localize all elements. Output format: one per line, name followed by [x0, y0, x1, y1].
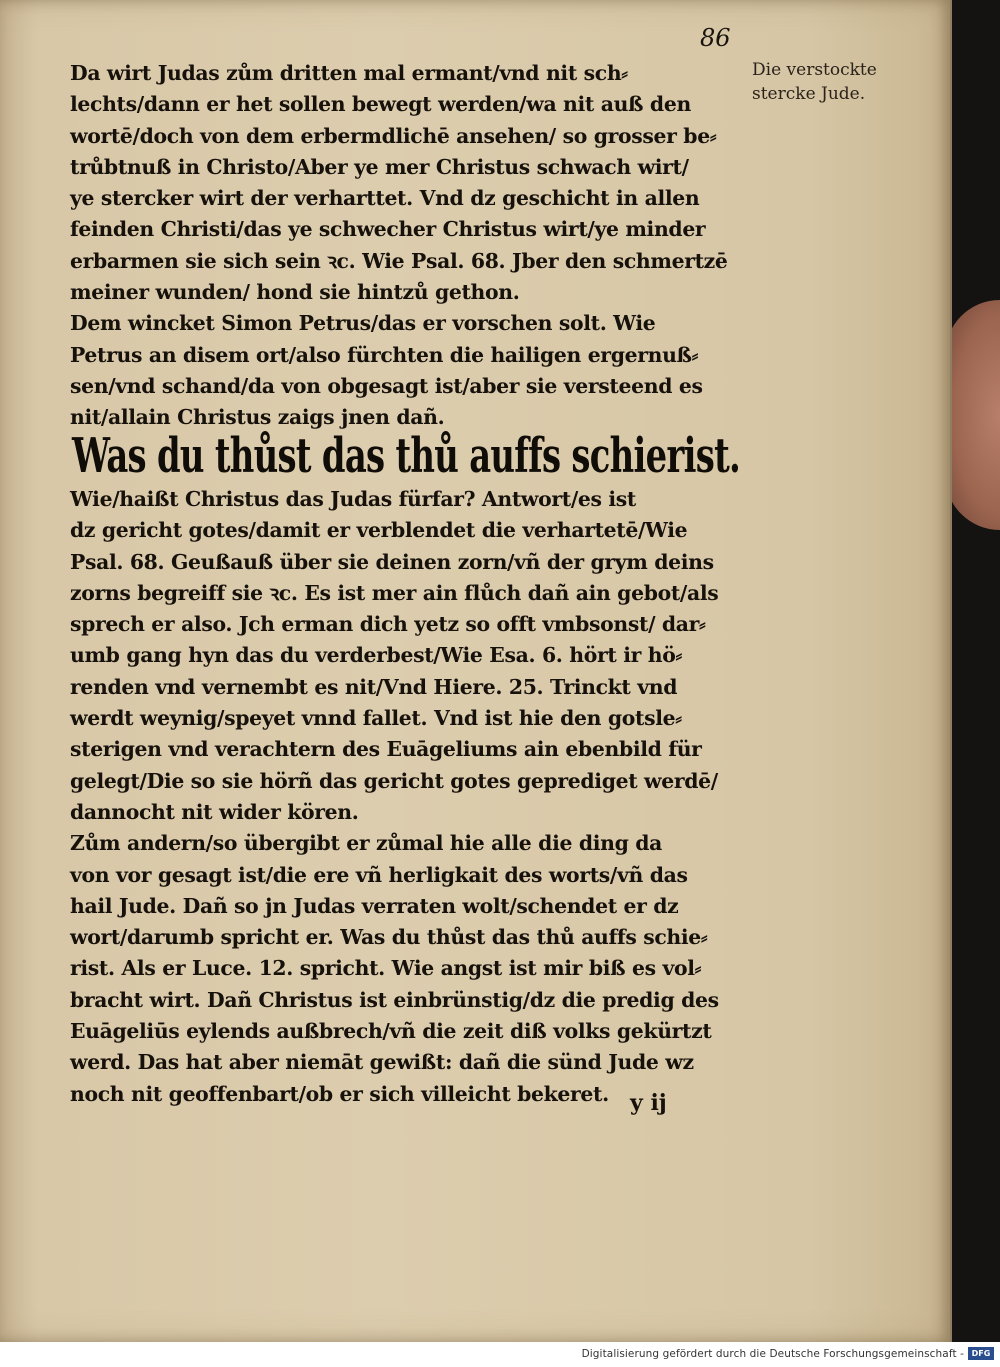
- text-line: renden vnd vernembt es nit/Vnd Hiere. 25. Trinckt vnd: [70, 674, 678, 699]
- text-line: Da wirt Judas zům dritten mal ermant/vnd nit sch⸗: [70, 61, 628, 85]
- text-line: noch nit geoffenbart/ob er sich villeicht bekeret.: [70, 1081, 609, 1106]
- text-line: zorns begreiff sie ꝛc. Es ist mer ain flůch dañ ain gebot/als: [70, 580, 719, 605]
- text-line: meiner wunden/ hond sie hintzů gethon.: [70, 280, 520, 305]
- text-line: Petrus an disem ort/also fürchten die hailigen ergernuß⸗: [70, 342, 699, 367]
- text-line: hail Jude. Dañ so jn Judas verraten wolt/schendet er dz: [70, 893, 679, 918]
- text-line: von vor gesagt ist/die ere vñ herligkait des worts/vñ das: [70, 862, 688, 887]
- holding-thumb: [945, 300, 1000, 530]
- text-line: ye stercker wirt der verharttet. Vnd dz geschicht in allen: [70, 186, 700, 211]
- text-line: feinden Christi/das ye schwecher Christus wirt/ye minder: [70, 217, 706, 242]
- text-line: erbarmen sie sich sein ꝛc. Wie Psal. 68. Jber den schmertzē: [70, 248, 728, 273]
- text-line: lechts/dann er het sollen bewegt werden/wa nit auß den: [70, 92, 691, 117]
- text-line: dannocht nit wider kören.: [70, 799, 359, 824]
- text-line: umb gang hyn das du verderbest/Wie Esa. 6. hört ir hö⸗: [70, 643, 682, 668]
- text-line: wort/darumb spricht er. Was du thůst das thů auffs schie⸗: [70, 925, 708, 950]
- text-line: Euāgeliūs eylends außbrech/vñ die zeit diß volks gekürtzt: [70, 1019, 712, 1044]
- text-line: dz gericht gotes/damit er verblendet die verhartetē/Wie: [70, 518, 688, 543]
- text-line: Psal. 68. Geußauß über sie deinen zorn/vñ der grym deins: [70, 549, 714, 574]
- text-line: rist. Als er Luce. 12. spricht. Wie angst ist mir biß es vol⸗: [70, 956, 702, 981]
- text-block-lower: [70, 484, 750, 1110]
- text-line: wortē/doch von dem erbermdlichē ansehen/ so grosser be⸗: [70, 123, 717, 148]
- marginal-note: [752, 58, 882, 106]
- text-block-upper: [70, 58, 750, 434]
- text-line: werdt weynig/speyet vnnd fallet. Vnd ist hie den gotsle⸗: [70, 706, 682, 731]
- text-line: Zům andern/so übergibt er zůmal hie alle die ding da: [70, 831, 662, 856]
- text-line: Dem wincket Simon Petrus/das er vorschen solt. Wie: [70, 311, 656, 336]
- marginal-note-line: Die verstockte: [752, 60, 877, 80]
- catchword-signature: y ij: [630, 1090, 667, 1116]
- footer-credit: Digitalisierung gefördert durch die Deutsche Forschungsgemeinschaft -: [581, 1348, 964, 1360]
- page-number: 86: [700, 24, 731, 52]
- text-line: sterigen vnd verachtern des Euāgeliums ain ebenbild für: [70, 737, 702, 762]
- text-line: sen/vnd schand/da von obgesagt ist/aber sie versteend es: [70, 373, 703, 398]
- text-line: bracht wirt. Dañ Christus ist einbrünstig/dz die predig des: [70, 987, 719, 1012]
- text-line: nit/allain Christus zaigs jnen dañ.: [70, 405, 445, 430]
- text-line: gelegt/Die so sie hörñ das gericht gotes geprediget werdē/: [70, 768, 718, 793]
- text-line: trůbtnuß in Christo/Aber ye mer Christus schwach wirt/: [70, 154, 689, 179]
- section-heading: Was du thůst das thů auffs schierist.: [72, 428, 741, 484]
- dfg-logo-icon: DFG: [968, 1347, 994, 1360]
- text-line: werd. Das hat aber niemāt gewißt: dañ die sünd Jude wz: [70, 1050, 694, 1075]
- text-line: Wie/haißt Christus das Judas fürfar? Antwort/es ist: [70, 487, 636, 511]
- text-line: sprech er also. Jch erman dich yetz so offt vmbsonst/ dar⸗: [70, 612, 706, 637]
- marginal-note-line: stercke Jude.: [752, 84, 866, 104]
